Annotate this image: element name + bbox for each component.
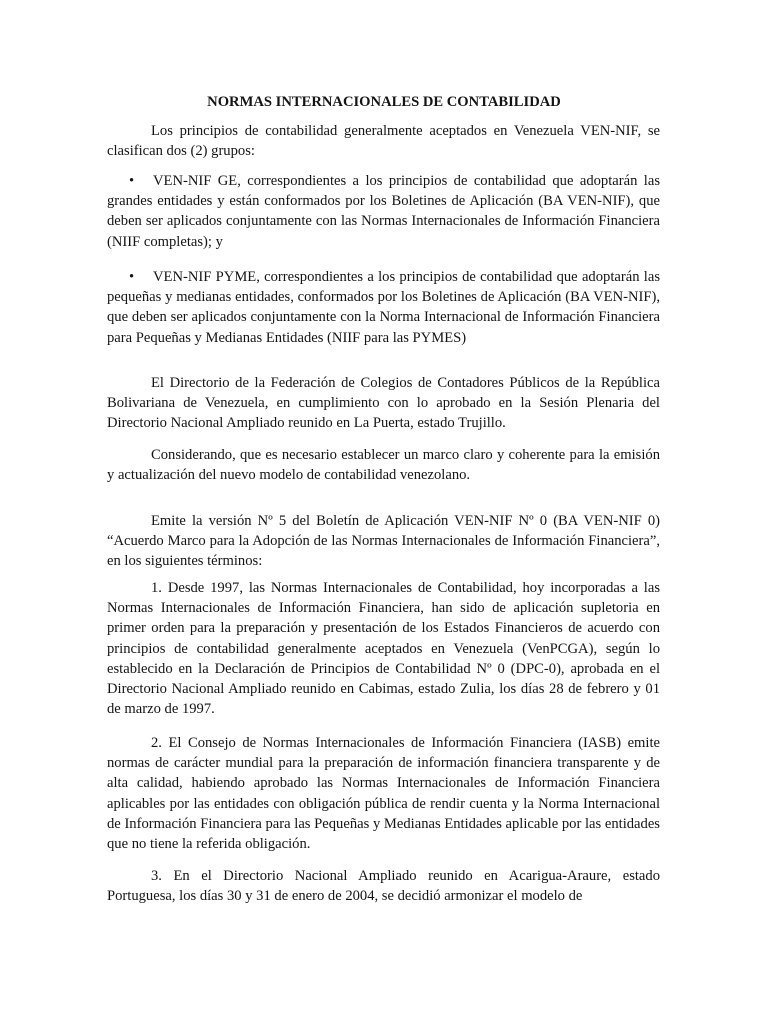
numbered-item-2 (107, 733, 660, 854)
bullet-item-ven-nif-pyme (107, 267, 660, 348)
numbered-item-3 (107, 866, 660, 906)
item-number: 3. (151, 868, 162, 884)
bullet-text: VEN-NIF GE, correspondientes a los principios de contabilidad que adoptarán las grandes entidades y están conformados por los Boletines de Aplicación (BA VEN-NIF), que deben ser aplicados conjuntamente con las Normas Internacionales de Información Financiera (NIIF completas); y (107, 173, 660, 250)
bullet-marker: • (129, 269, 135, 285)
document-title: NORMAS INTERNACIONALES DE CONTABILIDAD (207, 94, 561, 110)
item-number: 1. (151, 580, 162, 596)
item-text: El Consejo de Normas Internacionales de Información Financiera (IASB) emite normas de carácter mundial para la preparación de información financiera transparente y de alta calidad, habiendo aprobado las Normas Internacionales de Información Financiera aplicables por las entidades con obligación pública de rendir cuenta y la Norma Internacional de Información Financiera para las Pequeñas y Medianas Entidades aplicable por las entidades que no tiene la referida obligación. (107, 735, 660, 853)
item-number: 2. (151, 735, 162, 751)
bullet-marker: • (129, 173, 135, 189)
item-text: Desde 1997, las Normas Internacionales de Contabilidad, hoy incorporadas a las Normas Internacionales de Información Financiera, han sido de aplicación supletoria en primer orden para la preparación y presentación de los Estados Financieros de acuerdo con principios de contabilidad generalmente aceptados en Venezuela (VenPCGA), según lo establecido en la Declaración de Principios de Contabilidad Nº 0 (DPC-0), aprobada en el Directorio Nacional Ampliado reunido en Cabimas, estado Zulia, los días 28 de febrero y 01 de marzo de 1997. (107, 580, 660, 718)
considerando-paragraph: Considerando, que es necesario establecer un marco claro y coherente para la emisión y actualización del nuevo modelo de contabilidad venezolano. (107, 447, 660, 484)
emite-paragraph: Emite la versión Nº 5 del Boletín de Aplicación VEN-NIF Nº 0 (BA VEN-NIF 0) “Acuerdo Marco para la Adopción de las Normas Internacionales de Información Financiera”, en los siguientes términos: (107, 513, 660, 570)
bullet-item-ven-nif-ge (107, 171, 660, 252)
item-text: En el Directorio Nacional Ampliado reunido en Acarigua-Araure, estado Portuguesa, los días 30 y 31 de enero de 2004, se decidió armonizar el modelo de (107, 868, 660, 905)
numbered-item-1 (107, 578, 660, 719)
bullet-text: VEN-NIF PYME, correspondientes a los principios de contabilidad que adoptarán las pequeñas y medianas entidades, conformados por los Boletines de Aplicación (BA VEN-NIF), que deben ser aplicados conjuntamente con la Norma Internacional de Información Financiera para Pequeñas y Medianas Entidades (NIIF para las PYMES) (107, 269, 660, 346)
directorio-paragraph: El Directorio de la Federación de Colegios de Contadores Públicos de la República Bolivariana de Venezuela, en cumplimiento con lo aprobado en la Sesión Plenaria del Directorio Nacional Ampliado reunido en La Puerta, estado Trujillo. (107, 375, 660, 432)
intro-paragraph: Los principios de contabilidad generalmente aceptados en Venezuela VEN-NIF, se clasifican dos (2) grupos: (107, 123, 660, 160)
